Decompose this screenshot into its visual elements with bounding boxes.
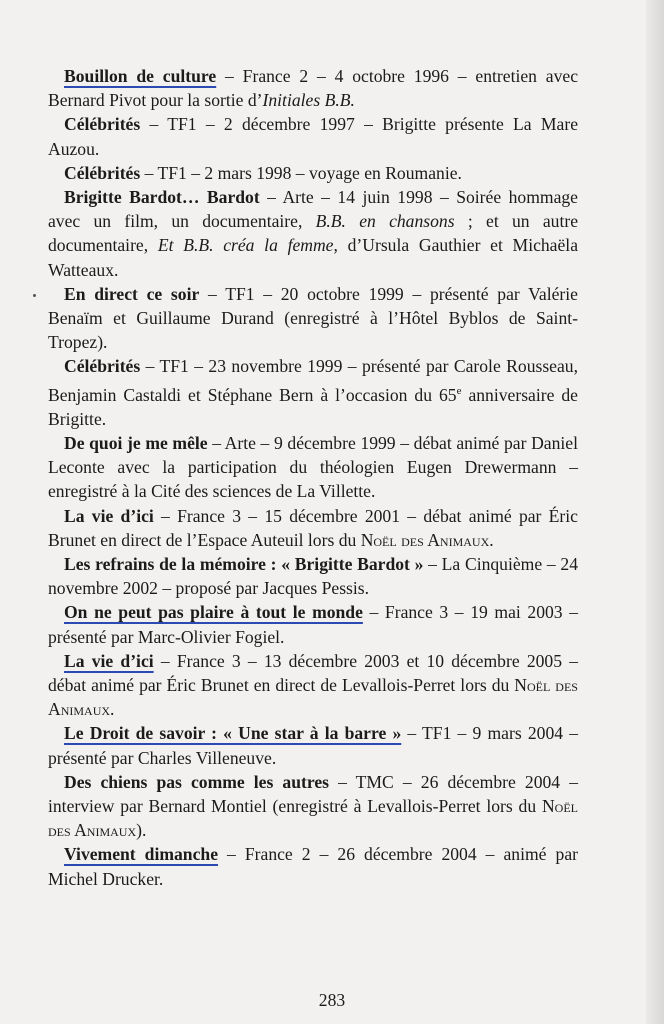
entry-details: – France 2 – 4 octobre 1996 – entretien avec Bernard Pivot pour la sortie d’ xyxy=(48,66,578,111)
entry-details: ; et un autre documentaire, xyxy=(48,211,579,256)
entry-details: . xyxy=(110,699,115,720)
entry-details: ). xyxy=(136,820,147,841)
entry-details: – TMC – 26 décembre 2004 – interview par Bernard Montiel (enregistré à Levallois-Perret lors du xyxy=(48,771,578,816)
program-title: La vie d’ici xyxy=(64,650,154,671)
tv-appearance-entry xyxy=(48,649,578,722)
program-title: Brigitte Bardot… Bardot xyxy=(64,187,260,208)
tv-appearance-entry xyxy=(48,504,578,552)
program-title: Célébrités xyxy=(64,356,141,377)
entry-details: – Arte – 14 juin 1998 – Soirée hommage avec un film, un documentaire, xyxy=(48,187,578,232)
entry-details: – TF1 – 23 novembre 1999 – présenté par Carole Rousseau, Benjamin Castaldi et Stéphane Bern à l’occasion du 65 xyxy=(48,356,578,405)
program-title: Vivement dimanche xyxy=(64,844,218,865)
entry-details: – France 3 – 19 mai 2003 – présenté par Marc-Olivier Fogiel. xyxy=(48,602,579,647)
page-number: 283 xyxy=(318,990,346,1010)
entry-details: – TF1 – 20 octobre 1999 – présenté par Valérie Benaïm et Guillaume Durand (enregistré à l’Hôtel Byblos de Saint-Tropez). xyxy=(48,283,578,353)
entry-details: . xyxy=(489,529,494,550)
page-edge-shadow xyxy=(646,0,664,1024)
program-title: De quoi je me mêle xyxy=(64,432,208,453)
program-title: Bouillon de culture xyxy=(64,66,217,86)
program-title: En direct ce soir xyxy=(64,283,200,304)
program-title: Célébrités xyxy=(64,162,141,183)
event-name: Noël des Animaux xyxy=(48,674,578,720)
work-title: B.B. en chansons xyxy=(315,211,455,232)
tv-appearance-entry xyxy=(48,354,578,430)
tv-appearance-entry xyxy=(48,721,578,769)
entry-details: – La Cinquième – 24 novembre 2002 – proposé par Jacques Pessis. xyxy=(48,553,578,599)
program-title: On ne peut pas plaire à tout le monde xyxy=(64,602,363,623)
ordinal-suffix: e xyxy=(456,384,462,397)
tv-appearance-entry xyxy=(48,185,578,282)
tv-appearance-entry xyxy=(48,600,578,648)
tv-appearance-entry xyxy=(48,161,578,185)
tv-appearance-entry xyxy=(48,431,578,504)
tv-appearance-entry xyxy=(48,552,578,600)
work-title: Initiales B.B. xyxy=(262,90,355,111)
tv-appearance-entry xyxy=(48,64,578,112)
tv-appearance-entry xyxy=(48,282,578,355)
entry-details: anniversaire de Brigitte. xyxy=(48,384,578,429)
event-name: Noël des Animaux xyxy=(48,795,578,841)
program-title: Des chiens pas comme les autres xyxy=(64,771,330,792)
tv-appearance-entry xyxy=(48,842,578,890)
event-name: Noël des Animaux xyxy=(360,529,490,550)
tv-appearance-entry xyxy=(48,112,578,160)
entry-details: , d’Ursula Gauthier et Michaëla Watteaux. xyxy=(48,235,578,280)
entry-details: – France 3 – 13 décembre 2003 et 10 décembre 2005 – débat animé par Éric Brunet en direct de Levallois-Perret lors du xyxy=(48,650,578,695)
print-speck xyxy=(33,294,36,297)
entry-details: – France 2 – 26 décembre 2004 – animé par Michel Drucker. xyxy=(48,844,578,889)
program-title: La vie d’ici xyxy=(64,505,154,526)
entry-details: – TF1 – 2 décembre 1997 – Brigitte présente La Mare Auzou. xyxy=(48,114,578,159)
program-title: Le Droit de savoir : « Une star à la barre » xyxy=(64,723,402,744)
work-title: Et B.B. créa la femme xyxy=(157,235,334,256)
entry-details: – TF1 – 9 mars 2004 – présenté par Charles Villeneuve. xyxy=(48,723,579,768)
program-title: Célébrités xyxy=(64,114,141,135)
entry-details: – Arte – 9 décembre 1999 – débat animé par Daniel Leconte avec la participation du théologien Eugen Drewermann – enregistré à la Cité des sciences de La Villette. xyxy=(48,432,578,502)
filmography-list xyxy=(48,64,578,891)
entry-details: – France 3 – 15 décembre 2001 – débat animé par Éric Brunet en direct de l’Espace Auteuil lors du xyxy=(48,505,578,550)
program-title: Les refrains de la mémoire : « Brigitte Bardot » xyxy=(64,553,424,574)
entry-details: – TF1 – 2 mars 1998 – voyage en Roumanie. xyxy=(140,162,462,183)
tv-appearance-entry xyxy=(48,770,578,843)
